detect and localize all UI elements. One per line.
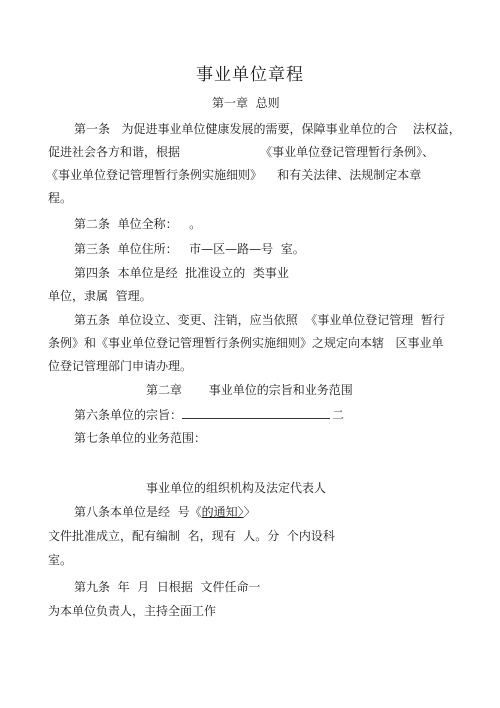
notice-title-underlined: 的通知〉 — [201, 505, 244, 519]
article-8-line-1 — [74, 505, 256, 519]
purpose-blank-line — [182, 407, 330, 419]
article-6-tail: 二 — [332, 408, 345, 422]
article-8-line-3: 室。 — [48, 553, 73, 567]
article-1-line-2: 促进社会各方和谐，根据 《事业单位登记管理暂行条例》、 — [48, 145, 435, 159]
article-6-label: 第六条单位的宗旨： — [74, 408, 183, 422]
chapter-1-heading: 第一章 总则 — [212, 96, 280, 110]
article-5-line-2: 条例》和《事业单位登记管理暂行条例实施细则》之规定向本辖 区事业单 — [48, 336, 444, 350]
article-4-line-1: 第四条 本单位是经 批准设立的 类事业 — [74, 266, 289, 280]
article-6 — [74, 407, 344, 422]
chapter-2-heading: 第二章 事业单位的宗旨和业务范围 — [146, 383, 353, 397]
article-1-line-4: 程。 — [48, 191, 73, 205]
article-9-line-1: 第九条 年 月 日根据 文件任命一 — [74, 580, 261, 594]
article-5-line-1: 第五条 单位设立、变更、注销，应当依照 《事业单位登记管理 暂行 — [74, 313, 445, 327]
article-3: 第三条 单位住所： 市—区—路—号 室。 — [74, 242, 305, 256]
article-4-line-2: 单位，隶属 管理。 — [48, 289, 152, 303]
article-8-line-2: 文件批准成立，配有编制 名，现有 人。分 个内设科 — [48, 529, 335, 543]
article-7: 第七条单位的业务范围： — [74, 431, 207, 445]
article-1-line-1: 第一条 为促进事业单位健康发展的需要，保障事业单位的合 法权益， — [74, 122, 461, 136]
document-title: 事业单位章程 — [196, 65, 304, 85]
article-5-line-3: 位登记管理部门申请办理。 — [48, 359, 193, 373]
chapter-3-heading: 事业单位的组织机构及法定代表人 — [146, 481, 327, 495]
article-8-prefix: 第八条本单位是经 号《 — [74, 505, 202, 519]
article-1-line-3: 《事业单位登记管理暂行条例实施细则》 和有关法律、法规制定本章 — [46, 168, 422, 182]
article-2: 第二条 单位全称： 。 — [74, 217, 202, 231]
article-9-line-2: 为本单位负责人，主持全面工作 — [48, 604, 217, 618]
article-8-suffix: 〉 — [243, 505, 256, 519]
